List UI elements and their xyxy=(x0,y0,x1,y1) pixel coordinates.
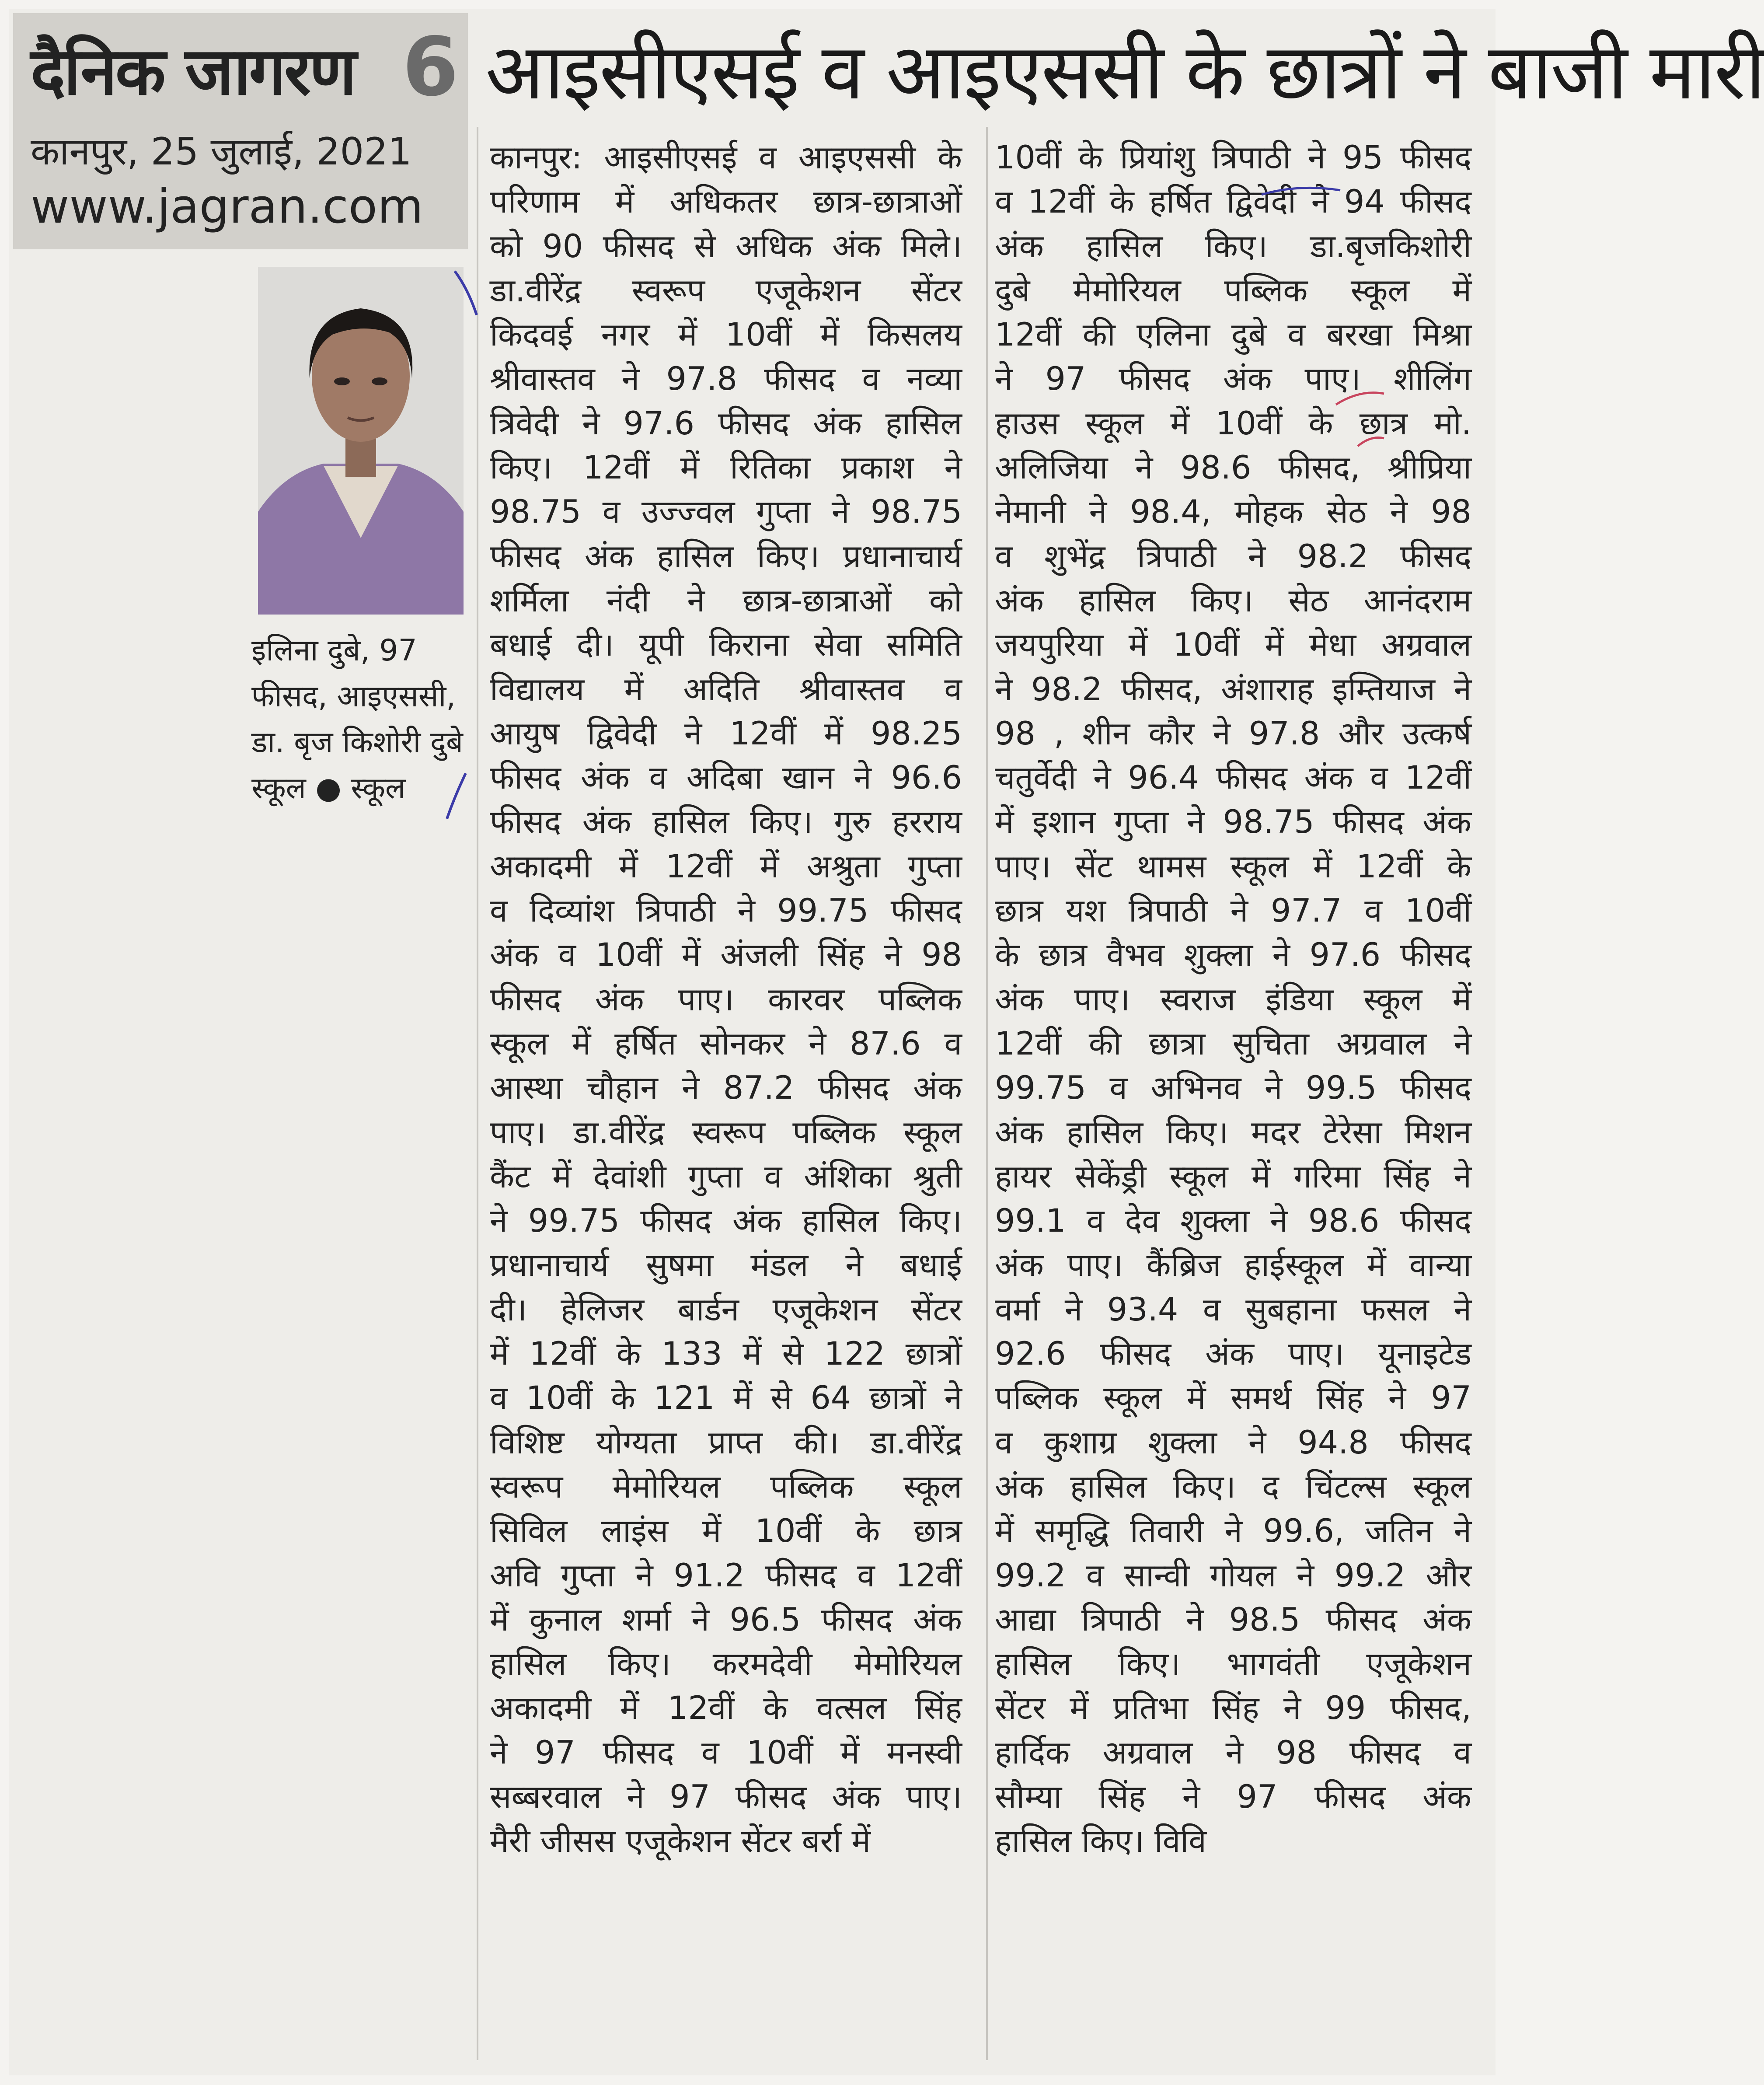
article-line: फीसद अंक पाए। कारवर पब्लिक xyxy=(490,981,962,1018)
article-line: ने 97 फीसद अंक पाए। शीलिंग xyxy=(995,360,1471,398)
article-line: के छात्र वैभव शुक्ला ने 97.6 फीसद xyxy=(995,936,1471,974)
dateline: कानपुर, 25 जुलाई, 2021 xyxy=(31,130,412,174)
article-line: हायर सेकेंड्री स्कूल में गरिमा सिंह ने xyxy=(995,1158,1471,1195)
article-line: दुबे मेमोरियल पब्लिक स्कूल में xyxy=(995,272,1471,309)
article-column-2 xyxy=(995,136,1471,1864)
newspaper-name: दैनिक जागरण xyxy=(31,34,355,110)
article-line: आस्था चौहान ने 87.2 फीसद अंक xyxy=(490,1069,962,1107)
article-line: बधाई दी। यूपी किराना सेवा समिति xyxy=(490,626,962,664)
caption-line: स्कूल ● स्कूल xyxy=(251,771,406,806)
article-line: अंक हासिल किए। द चिंटल्स स्कूल xyxy=(995,1468,1471,1505)
article-line: में समृद्धि तिवारी ने 99.6, जतिन ने xyxy=(995,1512,1471,1550)
article-line: में कुनाल शर्मा ने 96.5 फीसद अंक xyxy=(490,1601,962,1638)
article-line: में इशान गुप्ता ने 98.75 फीसद अंक xyxy=(995,803,1471,841)
article-line: स्वरूप मेमोरियल पब्लिक स्कूल xyxy=(490,1468,962,1505)
article-line: ने 98.2 फीसद, अंशाराह इम्तियाज ने xyxy=(995,671,1471,708)
article-line: ने 99.75 फीसद अंक हासिल किए। xyxy=(490,1202,962,1240)
article-line: अकादमी में 12वीं के वत्सल सिंह xyxy=(490,1690,962,1727)
article-line: व कुशाग्र शुक्ला ने 94.8 फीसद xyxy=(995,1424,1471,1461)
article-line: अंक पाए। स्वराज इंडिया स्कूल में xyxy=(995,981,1471,1018)
article-line: पब्लिक स्कूल में समर्थ सिंह ने 97 xyxy=(995,1380,1471,1417)
article-line: अंक हासिल किए। डा.बृजकिशोरी xyxy=(995,227,1471,265)
article-line: सिविल लाइंस में 10वीं के छात्र xyxy=(490,1512,962,1550)
article-line: व शुभेंद्र त्रिपाठी ने 98.2 फीसद xyxy=(995,538,1471,575)
column-divider xyxy=(477,127,478,2060)
article-line: हार्दिक अग्रवाल ने 98 फीसद व xyxy=(995,1734,1471,1771)
article-line: छात्र यश त्रिपाठी ने 97.7 व 10वीं xyxy=(995,892,1471,930)
article-line: हासिल किए। करमदेवी मेमोरियल xyxy=(490,1645,962,1683)
article-line: मैरी जीसस एजूकेशन सेंटर बर्रा में xyxy=(490,1823,871,1860)
caption-line: फीसद, आइएससी, xyxy=(251,679,456,714)
article-line: नेमानी ने 98.4, मोहक सेठ ने 98 xyxy=(995,493,1471,531)
article-line: परिणाम में अधिकतर छात्र-छात्राओं xyxy=(490,183,962,221)
article-line: सौम्या सिंह ने 97 फीसद अंक xyxy=(995,1778,1471,1816)
article-line: फीसद अंक हासिल किए। गुरु हरराय xyxy=(490,803,962,841)
article-line: में 12वीं के 133 में से 122 छात्रों xyxy=(490,1335,962,1373)
article-line: किदवई नगर में 10वीं में किसलय xyxy=(490,316,962,354)
page-number: 6 xyxy=(402,20,459,114)
article-line: स्कूल में हर्षित सोनकर ने 87.6 व xyxy=(490,1025,962,1062)
article-line: व दिव्यांश त्रिपाठी ने 99.75 फीसद xyxy=(490,892,962,930)
article-line: व 12वीं के हर्षित द्विवेदी ने 94 फीसद xyxy=(995,183,1471,221)
article-line: शर्मिला नंदी ने छात्र-छात्राओं को xyxy=(490,582,962,619)
article-line: सेंटर में प्रतिभा सिंह ने 99 फीसद, xyxy=(995,1690,1471,1727)
article-line: व 10वीं के 121 में से 64 छात्रों ने xyxy=(490,1380,962,1417)
article-line: त्रिवेदी ने 97.6 फीसद अंक हासिल xyxy=(490,405,962,442)
article-line: किए। 12वीं में रितिका प्रकाश ने xyxy=(490,449,962,487)
website: www.jagran.com xyxy=(31,179,424,234)
article-line: कैंट में देवांशी गुप्ता व अंशिका श्रुती xyxy=(490,1158,962,1195)
article-line: सब्बरवाल ने 97 फीसद अंक पाए। xyxy=(490,1778,962,1816)
article-line: कानपुर: आइसीएसई व आइएससी के xyxy=(490,139,962,176)
article-line: प्रधानाचार्य सुषमा मंडल ने बधाई xyxy=(490,1247,962,1284)
article-line: 99.1 व देव शुक्ला ने 98.6 फीसद xyxy=(995,1202,1471,1240)
article-line: विशिष्ट योग्यता प्राप्त की। डा.वीरेंद्र xyxy=(490,1424,962,1461)
article-line: चतुर्वेदी ने 96.4 फीसद अंक व 12वीं xyxy=(995,759,1471,797)
article-line: वर्मा ने 93.4 व सुबहाना फसल ने xyxy=(995,1291,1471,1328)
article-line: 12वीं की छात्रा सुचिता अग्रवाल ने xyxy=(995,1025,1471,1062)
photo-caption xyxy=(251,628,470,811)
article-column-1 xyxy=(490,136,962,1864)
article-line: फीसद अंक हासिल किए। प्रधानाचार्य xyxy=(490,538,962,575)
caption-line: इलिना दुबे, 97 xyxy=(251,633,417,668)
caption-line: डा. बृज किशोरी दुबे xyxy=(251,725,463,760)
article-line: अवि गुप्ता ने 91.2 फीसद व 12वीं xyxy=(490,1557,962,1594)
article-line: जयपुरिया में 10वीं में मेधा अग्रवाल xyxy=(995,626,1471,664)
column-divider xyxy=(986,127,988,2060)
article-line: 99.2 व सान्वी गोयल ने 99.2 और xyxy=(995,1557,1471,1594)
article-line: अंक हासिल किए। मदर टेरेसा मिशन xyxy=(995,1114,1471,1151)
student-photo xyxy=(258,267,464,615)
article-line: पाए। डा.वीरेंद्र स्वरूप पब्लिक स्कूल xyxy=(490,1114,962,1151)
article-line: ने 97 फीसद व 10वीं में मनस्वी xyxy=(490,1734,962,1771)
article-line: 10वीं के प्रियांशु त्रिपाठी ने 95 फीसद xyxy=(995,139,1471,176)
article-line: 99.75 व अभिनव ने 99.5 फीसद xyxy=(995,1069,1471,1107)
article-line: डा.वीरेंद्र स्वरूप एजूकेशन सेंटर xyxy=(490,272,962,309)
article-headline: आइसीएसई व आइएससी के छात्रों ने बाजी मारी xyxy=(485,27,1764,117)
article-line: आद्या त्रिपाठी ने 98.5 फीसद अंक xyxy=(995,1601,1471,1638)
article-line: हाउस स्कूल में 10वीं के छात्र मो. xyxy=(995,405,1471,442)
article-line: अंक व 10वीं में अंजली सिंह ने 98 xyxy=(490,936,962,974)
article-line: आयुष द्विवेदी ने 12वीं में 98.25 xyxy=(490,715,962,752)
article-line: अंक पाए। कैंब्रिज हाईस्कूल में वान्या xyxy=(995,1247,1471,1284)
article-line: 98.75 व उज्ज्वल गुप्ता ने 98.75 xyxy=(490,493,962,531)
article-line: 98 , शीन कौर ने 97.8 और उत्कर्ष xyxy=(995,715,1471,752)
article-line: अलिजिया ने 98.6 फीसद, श्रीप्रिया xyxy=(995,449,1471,487)
article-line: अकादमी में 12वीं में अश्रुता गुप्ता xyxy=(490,848,962,885)
article-line: अंक हासिल किए। सेठ आनंदराम xyxy=(995,582,1471,619)
article-line: पाए। सेंट थामस स्कूल में 12वीं के xyxy=(995,848,1471,885)
article-line: हासिल किए। विवि xyxy=(995,1823,1206,1860)
article-line: हासिल किए। भागवंती एजूकेशन xyxy=(995,1645,1471,1683)
article-line: फीसद अंक व अदिबा खान ने 96.6 xyxy=(490,759,962,797)
article-line: श्रीवास्तव ने 97.8 फीसद व नव्या xyxy=(490,360,962,398)
article-line: दी। हेलिजर बार्डन एजूकेशन सेंटर xyxy=(490,1291,962,1328)
article-line: 12वीं की एलिना दुबे व बरखा मिश्रा xyxy=(995,316,1471,354)
student-portrait xyxy=(258,267,464,615)
article-line: 92.6 फीसद अंक पाए। यूनाइटेड xyxy=(995,1335,1471,1373)
article-line: को 90 फीसद से अधिक अंक मिले। xyxy=(490,227,962,265)
article-line: विद्यालय में अदिति श्रीवास्तव व xyxy=(490,671,962,708)
